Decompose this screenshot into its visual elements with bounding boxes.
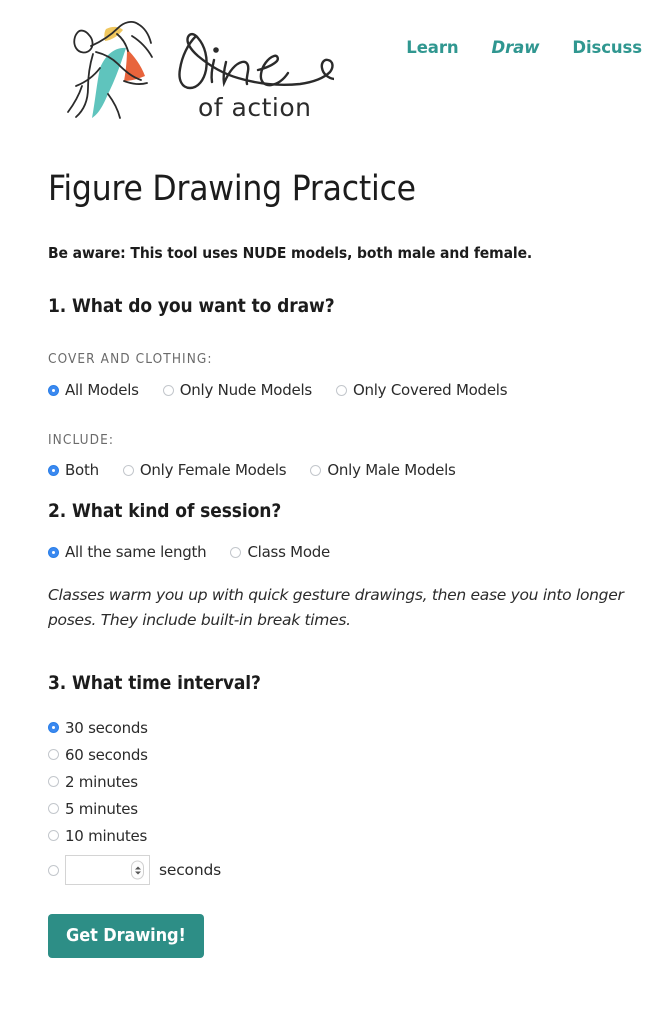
get-drawing-button[interactable]: Get Drawing! [48, 914, 204, 958]
radio-label: 5 minutes [65, 799, 138, 818]
radio-option-only-female-models[interactable] [123, 461, 286, 479]
radio-option-only-covered-models[interactable] [336, 381, 507, 399]
page-title: Figure Drawing Practice [48, 169, 416, 209]
radio-icon[interactable] [123, 465, 134, 476]
radio-option-only-nude-models[interactable] [163, 381, 312, 399]
radio-icon[interactable] [310, 465, 321, 476]
svg-text:of action: of action [198, 93, 312, 120]
nudity-warning: Be aware: This tool uses NUDE models, both male and female. [48, 244, 533, 262]
main-content [0, 169, 672, 958]
question-2-title: 2. What kind of session? [48, 500, 282, 522]
class-mode-description: Classes warm you up with quick gesture drawings, then ease you into longer poses. They include built-in break times. [48, 586, 624, 629]
radio-option-all-the-same-length[interactable] [48, 543, 206, 561]
custom-seconds-field[interactable] [65, 855, 150, 885]
radio-icon[interactable] [48, 803, 59, 814]
radio-option-class-mode[interactable] [230, 543, 330, 561]
radio-label: 10 minutes [65, 826, 148, 845]
include-label: INCLUDE: [48, 432, 115, 448]
radio-icon-selected[interactable] [48, 722, 59, 733]
radio-label: 2 minutes [65, 772, 138, 791]
radio-option-60-seconds[interactable] [48, 741, 644, 768]
site-header [0, 0, 672, 134]
radio-label: Both [65, 461, 99, 479]
number-spinner-icon[interactable] [131, 861, 144, 880]
nav-item-draw[interactable]: Draw [491, 38, 540, 57]
question-1-title: 1. What do you want to draw? [48, 295, 335, 317]
chevron-up-icon[interactable] [135, 866, 141, 869]
radio-label: Only Covered Models [352, 381, 508, 399]
radio-label: Only Male Models [327, 461, 456, 479]
radio-icon-selected[interactable] [48, 547, 59, 558]
radio-option-only-male-models[interactable] [310, 461, 455, 479]
radio-icon[interactable] [230, 547, 241, 558]
radio-option-both[interactable] [48, 461, 99, 479]
time-interval-radio-group [48, 714, 644, 890]
custom-seconds-input[interactable] [66, 857, 134, 883]
chevron-down-icon[interactable] [135, 871, 141, 874]
include-radio-group [48, 461, 644, 479]
radio-icon[interactable] [163, 385, 174, 396]
session-type-radio-group [48, 543, 644, 561]
radio-label: 60 seconds [65, 745, 148, 764]
radio-icon[interactable] [48, 776, 59, 787]
logo-icon [48, 16, 334, 120]
cover-and-clothing-label: COVER AND CLOTHING: [48, 351, 213, 367]
radio-icon[interactable] [48, 749, 59, 760]
radio-option-2-minutes[interactable] [48, 768, 644, 795]
nav-item-discuss[interactable]: Discuss [572, 38, 642, 57]
radio-option-10-minutes[interactable] [48, 822, 644, 849]
radio-label: All the same length [65, 543, 207, 561]
radio-icon-selected[interactable] [48, 465, 59, 476]
radio-label: All Models [65, 381, 139, 399]
cover-and-clothing-radio-group [48, 381, 644, 399]
radio-icon[interactable] [48, 865, 59, 876]
radio-label: Only Nude Models [179, 381, 312, 399]
site-logo[interactable] [48, 16, 334, 125]
radio-label: Class Mode [247, 543, 331, 561]
radio-icon[interactable] [336, 385, 347, 396]
radio-label: Only Female Models [139, 461, 287, 479]
question-3-title: 3. What time interval? [48, 672, 261, 694]
radio-label: 30 seconds [65, 718, 148, 737]
radio-option-all-models[interactable] [48, 381, 139, 399]
custom-seconds-unit-label: seconds [159, 861, 221, 879]
radio-option-30-seconds[interactable] [48, 714, 644, 741]
nav-item-learn[interactable]: Learn [406, 38, 459, 57]
radio-icon-selected[interactable] [48, 385, 59, 396]
main-nav [406, 38, 644, 57]
radio-option-5-minutes[interactable] [48, 795, 644, 822]
radio-icon[interactable] [48, 830, 59, 841]
radio-option-custom-seconds[interactable] [48, 850, 644, 890]
